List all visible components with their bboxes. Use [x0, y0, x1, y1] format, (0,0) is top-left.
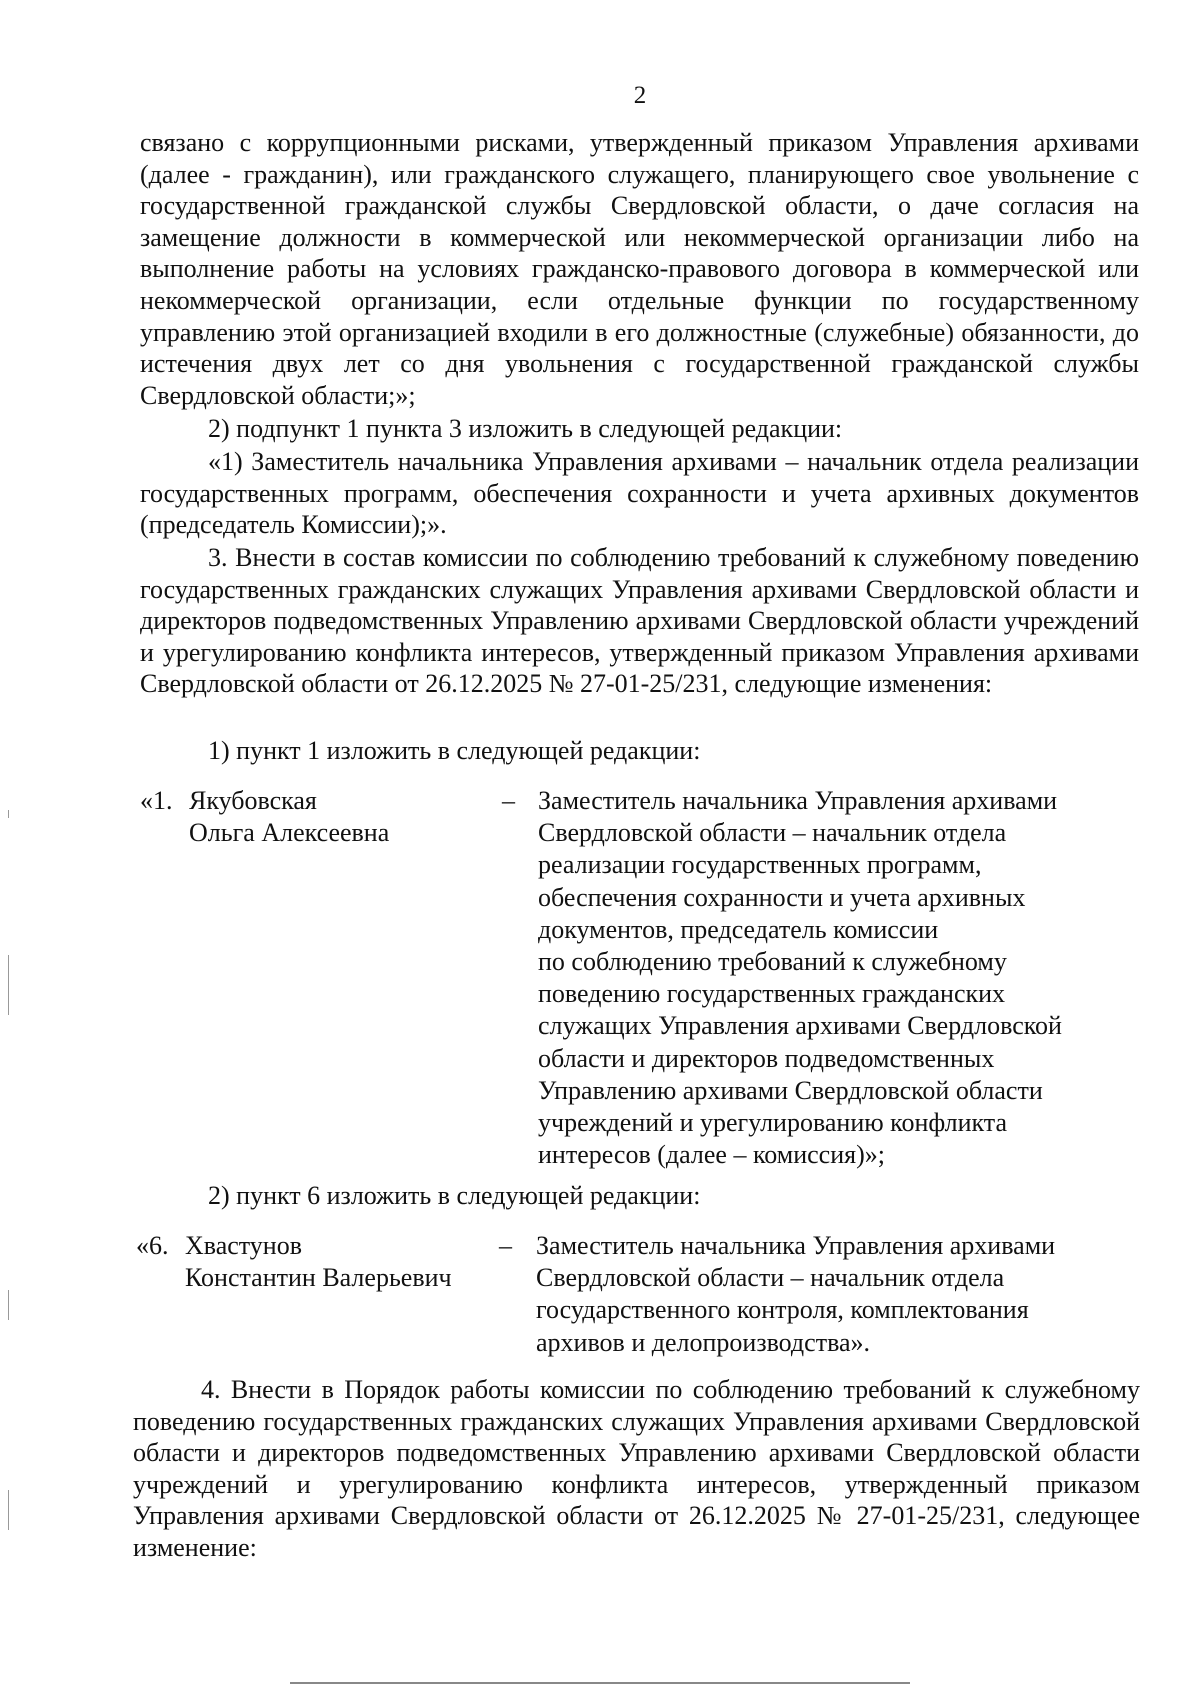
member-name: Хвастунов Константин Валерьевич: [185, 1231, 452, 1293]
paragraph-subitem-1: 1) пункт 1 изложить в следующей редакции:: [208, 736, 701, 765]
paragraph-quoted-item-1: «1) Заместитель начальника Управления архивами – начальник отдела реализации государственных программ, обеспечения сохранности и учета архивных документов (председатель Комиссии);».: [140, 447, 1139, 540]
scan-artifact: [8, 955, 9, 1015]
entry-number: «1.: [140, 786, 173, 815]
member-position: Заместитель начальника Управления архивами Свердловской области – начальник отдела реализации государственных программ, обеспечения сохранности и учета архивных документов, председатель комиссии по соблюдению требований к служебному поведению государственных гражданских служащих Управления архивами Свердловской области и директоров подведомственных Управлению архивами Свердловской области учреждений и урегулированию конфликта интересов (далее – комиссия)»;: [538, 786, 1062, 1170]
paragraph-subitem-2b: 2) пункт 6 изложить в следующей редакции:: [208, 1181, 701, 1210]
entry-dash: –: [502, 786, 515, 815]
entry-dash: –: [499, 1231, 512, 1260]
member-name: Якубовская Ольга Алексеевна: [189, 786, 390, 848]
scan-artifact: [8, 1490, 9, 1530]
scan-bottom-rule: [290, 1682, 910, 1684]
member-entry-1: [140, 785, 1140, 1175]
member-position: Заместитель начальника Управления архивами Свердловской области – начальник отдела государственного контроля, комплектования архивов и делопроизводства».: [536, 1231, 1056, 1357]
scan-artifact: [8, 810, 9, 818]
paragraph-continuation: связано с коррупционными рисками, утвержденный приказом Управления архивами (далее - гражданин), или гражданского служащего, планирующего свое увольнение с государственной гражданской службы Свердловской области, о даче согласия на замещение должности в коммерческой или некоммерческой организации либо на выполнение работы на условиях гражданско-правового договора в коммерческой или некоммерческой организации, если отдельные функции по государственному управлению этой организацией входили в его должностные (служебные) обязанности, до истечения двух лет со дня увольнения с государственной гражданской службы Свердловской области;»;: [140, 128, 1139, 410]
member-entry-6: [136, 1230, 1136, 1360]
page-number: 2: [633, 82, 647, 109]
scan-artifact: [8, 1290, 9, 1320]
paragraph-item-3: 3. Внести в состав комиссии по соблюдению требований к служебному поведению государственных гражданских служащих Управления архивами Свердловской области и директоров подведомственных Управлению архивами Свердловской области учреждений и урегулированию конфликта интересов, утвержденный приказом Управления архивами Свердловской области от 26.12.2025 № 27-01-25/231, следующие изменения:: [140, 543, 1139, 699]
paragraph-item-4: 4. Внести в Порядок работы комиссии по соблюдению требований к служебному поведению государственных гражданских служащих Управления архивами Свердловской области и директоров подведомственных Управлению архивами Свердловской области учреждений и урегулированию конфликта интересов, утвержденный приказом Управления архивами Свердловской области от 26.12.2025 № 27-01-25/231, следующее изменение:: [133, 1375, 1140, 1562]
entry-number: «6.: [136, 1231, 169, 1260]
paragraph-subitem-2: 2) подпункт 1 пункта 3 изложить в следующей редакции:: [208, 414, 843, 443]
